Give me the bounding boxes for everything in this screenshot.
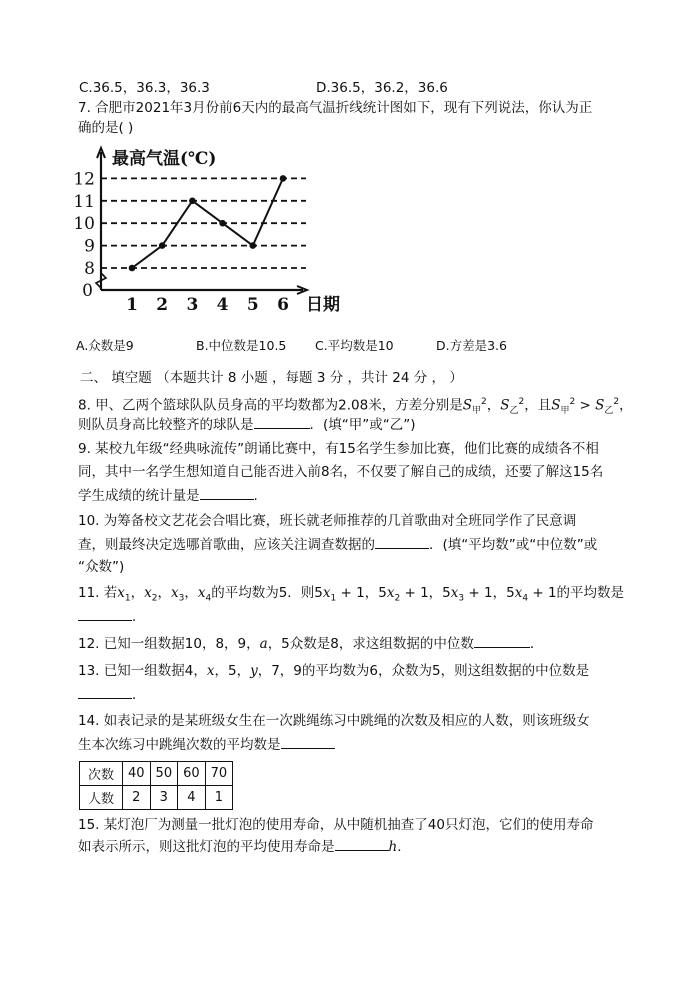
var-x: x (117, 585, 125, 601)
answer-blank[interactable] (474, 633, 530, 648)
q9-text: 学生成绩的统计量是 (78, 488, 200, 504)
y-tick-label: 9 (84, 236, 95, 257)
q11-text: + 1，5 (336, 585, 387, 601)
section2-title: 二、 填空题 （本题共计 8 小题 ，每题 3 分 ，共计 24 分 ， ） (80, 370, 463, 386)
var-x: x (322, 585, 331, 601)
x-tick-label: 1 (126, 295, 138, 315)
q9-line1: 9. 某校九年级“经典咏流传”朗诵比赛中，有15名学生参加比赛，他们比赛的成绩各不相 (78, 441, 599, 457)
answer-blank[interactable] (254, 414, 310, 429)
subscript: 1 (330, 593, 337, 604)
period: . (397, 839, 402, 855)
answer-blank[interactable] (375, 534, 429, 549)
x-axis-label: 日期 (306, 295, 340, 315)
sub-yi: 乙 (509, 406, 519, 417)
separator: ， (130, 585, 145, 601)
q9-line3 (78, 485, 258, 506)
sup-2: 2 (569, 397, 576, 407)
var-y: y (250, 663, 258, 679)
q10-line2 (78, 534, 597, 555)
sup-2: 2 (518, 397, 525, 407)
q15-text: 如表示所示，则这批灯泡的平均使用寿命是 (78, 839, 335, 855)
x-tick-label: 6 (277, 295, 289, 315)
temperature-line-chart (70, 140, 360, 320)
x-tick-label: 3 (186, 295, 199, 315)
y-tick-label: 8 (84, 259, 95, 279)
data-point (250, 242, 257, 249)
table-row (80, 762, 233, 786)
s-jia: S (551, 397, 561, 414)
q10-text: 查，则最终决定选哪首歌曲，应该关注调查数据的 (78, 537, 375, 553)
y-tick-label: 11 (73, 191, 95, 212)
subscript: 4 (205, 593, 212, 604)
x-tick-label: 4 (216, 295, 229, 315)
var-x: x (386, 585, 395, 601)
q10-line3: “众数”) (78, 559, 125, 575)
x-tick-label: 2 (156, 295, 169, 315)
sup-2: 2 (613, 397, 620, 407)
q7-option-d: D.方差是3.6 (436, 338, 507, 353)
var-a: a (259, 636, 268, 652)
q12-text: 12. 已知一组数据10，8，9， (78, 636, 260, 652)
x-tick-label: 5 (246, 295, 259, 315)
q11-text: + 1，5 (464, 585, 515, 601)
separator: ， (157, 585, 171, 601)
q7-option-c: C.平均数是10 (315, 338, 394, 353)
q12-text: ，5众数是8，求这组数据的中位数 (267, 636, 474, 652)
subscript: 2 (394, 593, 401, 604)
data-point (129, 265, 136, 272)
q13-text: ，7，9的平均数为6，众数为5，则这组数据的中位数是 (257, 663, 590, 679)
q13-text: 13. 已知一组数据4， (78, 663, 207, 679)
answer-blank[interactable] (335, 836, 389, 851)
q7-line2: 确的是( ) (78, 120, 134, 136)
q11-text: + 1，5 (400, 585, 451, 601)
gt-sign: > (575, 397, 596, 414)
separator: ， (619, 397, 633, 414)
q7-option-b: B.中位数是10.5 (196, 338, 287, 353)
s-yi: S (500, 397, 510, 414)
q11-text: 的平均数是 (556, 585, 625, 601)
q11-text: 的平均数为5．则5 (211, 585, 323, 601)
y-tick-label: 10 (73, 214, 95, 235)
subscript: 3 (178, 593, 185, 604)
var-x: x (514, 585, 523, 601)
q14-line2 (78, 734, 335, 755)
separator: ， (184, 585, 198, 601)
q10-line1: 10. 为筹备校文艺花会合唱比赛，班长就老师推荐的几首歌曲对全班同学作了民意调 (78, 513, 577, 529)
s-yi: S (595, 397, 605, 414)
q15-line2 (78, 836, 402, 857)
subscript: 3 (458, 593, 465, 604)
q8-text: 8. 甲、乙两个篮球队队员身高的平均数都为2.08米，方差分别是 (78, 397, 463, 414)
table-cell: 1 (205, 786, 233, 810)
sub-jia: 甲 (471, 406, 481, 417)
var-x: x (450, 585, 459, 601)
sub-yi: 乙 (604, 406, 614, 417)
q12-line (78, 633, 543, 654)
sup-2: 2 (481, 397, 487, 407)
origin-label: 0 (82, 281, 93, 301)
data-point (159, 242, 166, 249)
table-cell: 次数 (80, 762, 123, 786)
table-row (80, 786, 233, 810)
table-cell: 40 (123, 762, 151, 786)
q7-option-a: A.众数是9 (76, 338, 134, 353)
q7-line1: 7. 合肥市2021年3月份前6天内的最高气温折线统计图如下，现有下列说法，你认为正 (78, 100, 593, 116)
answer-blank[interactable] (78, 606, 132, 621)
chart-title: 最高气温(℃) (112, 149, 217, 169)
q15-line1: 15. 某灯泡厂为测量一批灯泡的使用寿命，从中随机抽查了40只灯泡，它们的使用寿命 (78, 817, 594, 833)
subscript: 4 (522, 593, 529, 604)
subscript: 2 (151, 593, 158, 604)
q13-line2 (78, 684, 146, 705)
q14-line1: 14. 如表记录的是某班级女生在一次跳绳练习中跳绳的次数及相应的人数，则该班级女 (78, 713, 590, 729)
var-x: x (144, 585, 152, 601)
period: ． (132, 687, 146, 703)
period: ． (132, 609, 146, 625)
separator: ， (486, 397, 501, 414)
q10-hint: ．(填“平均数”或“中位数”或 (429, 537, 598, 553)
q11-line1 (78, 583, 624, 609)
table-cell: 60 (178, 762, 206, 786)
answer-blank[interactable] (200, 485, 254, 500)
subscript: 1 (124, 593, 131, 604)
q14-text: 生本次练习中跳绳次数的平均数是 (78, 737, 281, 753)
q8-line2 (78, 414, 416, 435)
q6-option-d: D.36.5，36.2，36.6 (316, 80, 448, 96)
table-cell: 人数 (80, 786, 123, 810)
period: ． (529, 636, 544, 652)
q11-text: 11. 若 (78, 585, 118, 601)
var-x: x (170, 585, 179, 601)
q9-line2: 同，其中一名学生想知道自己能否进入前8名，不仅要了解自己的成绩，还要了解这15名 (78, 464, 604, 480)
q11-line2 (78, 606, 146, 627)
table-cell: 70 (205, 762, 233, 786)
q13-text: ，5， (214, 663, 251, 679)
table-cell: 3 (150, 786, 178, 810)
q8-hint: ．(填“甲”或“乙”) (309, 417, 416, 433)
data-point (219, 220, 226, 227)
condition-text: ，且 (524, 397, 552, 414)
q8-text: 则队员身高比较整齐的球队是 (78, 417, 254, 433)
var-x: x (206, 663, 215, 679)
table-cell: 2 (123, 786, 151, 810)
q13-line1 (78, 661, 589, 681)
data-point (189, 198, 196, 205)
var-x: x (197, 585, 206, 601)
s-jia: S (462, 397, 472, 414)
data-point (280, 175, 287, 182)
answer-blank[interactable] (281, 734, 335, 749)
table-cell: 50 (150, 762, 178, 786)
frequency-table (79, 761, 233, 810)
q11-text: + 1 (528, 585, 557, 601)
sub-jia: 甲 (560, 406, 570, 417)
q6-option-c: C.36.5，36.3，36.3 (79, 80, 210, 96)
period: . (253, 488, 258, 504)
table-cell: 4 (178, 786, 206, 810)
unit-hours: h (388, 839, 398, 855)
answer-blank[interactable] (78, 684, 132, 699)
y-tick-label: 12 (73, 169, 95, 190)
